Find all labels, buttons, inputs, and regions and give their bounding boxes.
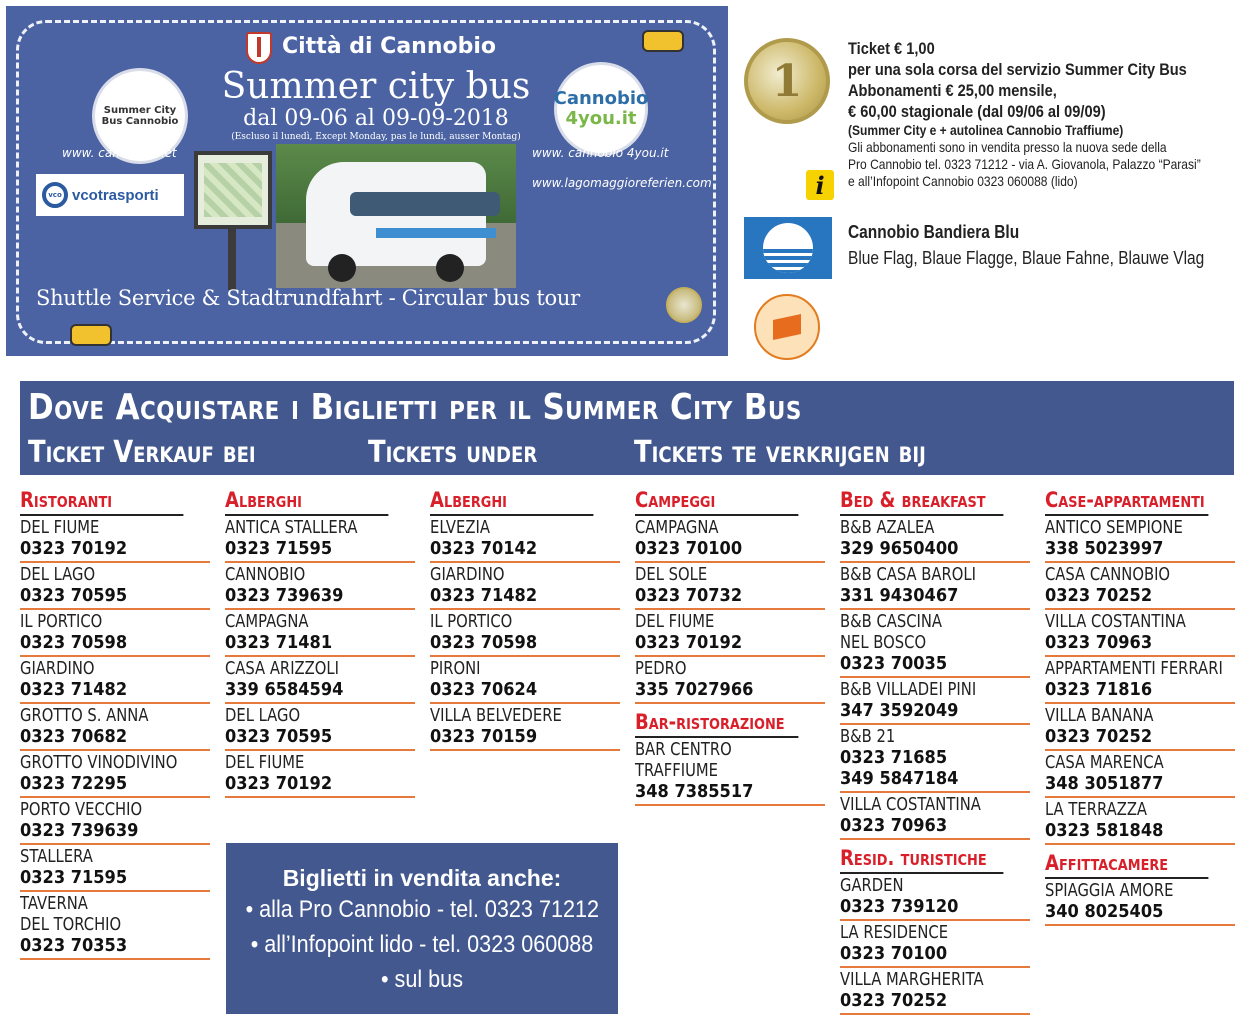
vendor-entry (840, 610, 1030, 678)
vendor-name: APPARTAMENTI FERRARI (1045, 658, 1223, 679)
category-heading: Alberghi (430, 486, 593, 516)
vendor-name: GARDEN (840, 875, 904, 896)
infopoint-contact: e all’Infopoint Cannobio 0323 060088 (lido) (848, 173, 1078, 189)
vendor-phone[interactable]: 0323 70192 (225, 773, 333, 794)
vcotrasporti-text: vcotrasporti (72, 186, 159, 204)
vendor-entry (1045, 657, 1235, 704)
vendor-phone[interactable]: 0323 70252 (1045, 726, 1153, 747)
minibus-photo (276, 144, 516, 288)
vendor-entry (635, 657, 825, 704)
vendor-entry (1045, 798, 1235, 845)
ticket-description: per una sola corsa del servizio Summer City Bus (848, 60, 1187, 79)
banner-exception-note: (Escluso il lunedì, Except Monday, pas le lundi, ausser Montag) (231, 132, 521, 142)
vendor-name: GIARDINO (20, 658, 95, 679)
vendor-phone[interactable]: 0323 71595 (20, 867, 128, 888)
vendor-name: PIRONI (430, 658, 481, 679)
vendor-name: GROTTO S. ANNA (20, 705, 149, 726)
vendor-phone[interactable]: 0323 71816 (1045, 679, 1153, 700)
vendor-name: GROTTO VINODIVINO (20, 752, 178, 773)
sales-item-bus: • sul bus (380, 966, 464, 993)
vendor-phone[interactable]: 0323 70598 (20, 632, 128, 653)
pro-cannobio-contact: Pro Cannobio tel. 0323 71212 - via A. Giovanola, Palazzo “Parasi” (848, 156, 1201, 172)
vendor-entry (20, 563, 210, 610)
cannobio4you-logo-text-a: Cannobio (553, 88, 649, 109)
vendor-name: DEL SOLE (635, 564, 708, 585)
url-cannobio-net[interactable]: www. cannobio.net (62, 146, 177, 160)
heading-german: Ticket Verkauf bei (28, 435, 256, 470)
vendor-phone[interactable]: 0323 70353 (20, 935, 128, 956)
minibus-windows (350, 192, 500, 216)
vendor-name: B&B CASCINA (840, 611, 943, 632)
vendor-entry (20, 704, 210, 751)
vendor-entry (635, 563, 825, 610)
route-map-board-icon (194, 151, 272, 229)
blue-flag-icon (744, 217, 832, 279)
tickets-also-sold-box (226, 843, 618, 1014)
vendor-name: CASA ARIZZOLI (225, 658, 339, 679)
vendor-entry (225, 563, 415, 610)
vendor-name: VILLA BELVEDERE (430, 705, 562, 726)
category-heading: Ristoranti (20, 486, 183, 516)
bus-icon (642, 30, 684, 52)
vendor-entry (225, 610, 415, 657)
heading-english: Tickets under (368, 435, 538, 470)
vendor-phone[interactable]: 0323 70963 (1045, 632, 1153, 653)
vendor-phone[interactable]: 0323 70142 (430, 538, 538, 559)
vendor-entry (20, 845, 210, 892)
vendor-phone[interactable]: 329 9650400 (840, 538, 959, 559)
vendor-phone[interactable]: 0323 71481 (225, 632, 333, 653)
sales-title: Biglietti in vendita anche: (282, 865, 562, 891)
vendor-phone[interactable]: 0323 70624 (430, 679, 538, 700)
vendor-phone[interactable]: 0323 70963 (840, 815, 948, 836)
category-heading: Bar-ristorazione (635, 708, 798, 738)
vendor-phone[interactable]: 0323 72295 (20, 773, 128, 794)
vendor-name: VILLA BANANA (1045, 705, 1154, 726)
orange-flag-icon (754, 294, 820, 360)
vendor-entry (225, 704, 415, 751)
vendor-phone[interactable]: 0323 70192 (635, 632, 743, 653)
vendor-phone[interactable]: 0323 70035 (840, 653, 948, 674)
minibus-stripe (376, 228, 496, 238)
vendor-phone[interactable]: 331 9430467 (840, 585, 959, 606)
euro-coin-icon (666, 287, 702, 323)
vendor-phone[interactable]: 335 7027966 (635, 679, 754, 700)
shuttle-service-caption: Shuttle Service & Stadtrundfahrt - Circular bus tour (36, 286, 580, 310)
summer-city-bus-banner (6, 6, 728, 356)
heading-italian: Dove Acquistare i Biglietti per il Summer City Bus (28, 387, 802, 428)
subscription-sale-note: Gli abbonamenti sono in vendita presso la nuova sede della (848, 139, 1167, 155)
vendor-name: B&B AZALEA (840, 517, 935, 538)
vendor-entry (430, 516, 620, 563)
vendor-entry (840, 725, 1030, 793)
vendor-name: ANTICA STALLERA (225, 517, 358, 538)
vendor-entry (225, 751, 415, 798)
vendor-entry (1045, 751, 1235, 798)
vendor-name: B&B CASA BAROLI (840, 564, 976, 585)
category-heading: Bed & breakfast (840, 486, 1003, 516)
vendor-phone[interactable]: 0323 70192 (20, 538, 128, 559)
sales-item-infopoint: • all’Infopoint lido - tel. 0323 060088 (250, 931, 594, 958)
vendor-phone[interactable]: 339 6584594 (225, 679, 344, 700)
vendor-entry (1045, 610, 1235, 657)
vendor-name: NEL BOSCO (840, 632, 927, 653)
vendor-name: DEL FIUME (20, 517, 100, 538)
vendor-column (635, 486, 825, 806)
vendor-entry (1045, 879, 1235, 926)
vendor-entry (225, 516, 415, 563)
vendor-phone[interactable]: 338 5023997 (1045, 538, 1164, 559)
where-to-buy-heading (20, 381, 1234, 475)
cannobio4you-logo (554, 62, 648, 156)
vendor-column (430, 486, 620, 751)
vendor-name: DEL TORCHIO (20, 914, 122, 935)
vendor-entry (840, 678, 1030, 725)
vendor-phone[interactable]: 0323 70682 (20, 726, 128, 747)
vendor-entry (840, 874, 1030, 921)
banner-dates: dal 09-06 al 09-09-2018 (243, 106, 509, 131)
map-board-pole (228, 228, 236, 290)
vendor-entry (840, 921, 1030, 968)
category-heading: Resid. turistiche (840, 844, 1003, 874)
city-crest-icon (246, 32, 272, 64)
vendor-entry (840, 793, 1030, 840)
vendor-phone[interactable]: 0323 739639 (20, 820, 139, 841)
vendor-entry (430, 657, 620, 704)
vendor-name: DEL FIUME (225, 752, 305, 773)
vendor-name: B&B 21 (840, 726, 896, 747)
vendor-name: CANNOBIO (225, 564, 306, 585)
vendor-entry (20, 892, 210, 960)
vendor-phone[interactable]: 0323 70595 (20, 585, 128, 606)
vendor-phone[interactable]: 348 7385517 (635, 781, 754, 802)
vco-ring-icon: vco (42, 182, 68, 208)
vcotrasporti-logo (36, 174, 184, 216)
vendor-entry (20, 798, 210, 845)
vendor-entry (20, 657, 210, 704)
blue-flag-title: Cannobio Bandiera Blu (848, 222, 1020, 242)
minibus-body (306, 162, 486, 266)
vendor-phone[interactable]: 0323 70732 (635, 585, 743, 606)
vendor-name: VILLA MARGHERITA (840, 969, 984, 990)
vendor-name: VILLA COSTANTINA (1045, 611, 1186, 632)
vendor-phone[interactable]: 340 8025405 (1045, 901, 1164, 922)
wheel-icon (328, 254, 356, 282)
summer-city-bus-logo-text: Summer City Bus Cannobio (101, 105, 179, 127)
vendor-name: CAMPAGNA (635, 517, 719, 538)
vendor-entry (20, 751, 210, 798)
vendor-phone[interactable]: 0323 71595 (225, 538, 333, 559)
vendor-phone[interactable]: 348 3051877 (1045, 773, 1164, 794)
vendor-name: DEL LAGO (20, 564, 96, 585)
vendor-entry (635, 516, 825, 563)
vendor-entry (635, 610, 825, 657)
vendor-entry (1045, 516, 1235, 563)
euro-coin-icon: 1 (744, 38, 830, 124)
vendor-name: CASA CANNOBIO (1045, 564, 1171, 585)
vendor-name: CASA MARENCA (1045, 752, 1164, 773)
url-cannobio4you[interactable]: www. cannobio 4you.it (532, 146, 669, 160)
category-heading: Affittacamere (1045, 849, 1208, 879)
vendor-phone[interactable]: 0323 739639 (225, 585, 344, 606)
vendor-name: DEL FIUME (635, 611, 715, 632)
heading-dutch: Tickets te verkrijgen bij (634, 435, 926, 470)
vendor-column (20, 486, 210, 960)
category-heading: Alberghi (225, 486, 388, 516)
blue-flag-subtitle: Blue Flag, Blaue Flagge, Blaue Fahne, Blauwe Vlag (848, 248, 1205, 268)
vendor-name: TRAFFIUME (635, 760, 718, 781)
vendor-name: GIARDINO (430, 564, 505, 585)
vendor-phone[interactable]: 0323 70100 (840, 943, 948, 964)
vendor-entry (840, 968, 1030, 1015)
vendor-phone[interactable]: 349 5847184 (840, 768, 959, 789)
city-title: Città di Cannobio (282, 34, 497, 59)
vendor-phone[interactable]: 0323 71482 (20, 679, 128, 700)
vendor-phone[interactable]: 0323 70100 (635, 538, 743, 559)
vendor-entry (430, 610, 620, 657)
vendor-name: B&B VILLADEI PINI (840, 679, 977, 700)
vendor-name: IL PORTICO (20, 611, 103, 632)
subscription-seasonal: € 60,00 stagionale (dal 09/06 al 09/09) (848, 102, 1106, 121)
vendor-phone[interactable]: 0323 71685 (840, 747, 948, 768)
vendor-phone[interactable]: 0323 70159 (430, 726, 538, 747)
ticket-info (848, 38, 1238, 190)
vendor-name: LA RESIDENCE (840, 922, 949, 943)
vendor-name: PEDRO (635, 658, 687, 679)
url-lagomaggioreferien[interactable]: www.lagomaggioreferien.com (532, 176, 712, 190)
vendor-phone[interactable]: 0323 70252 (840, 990, 948, 1011)
vendor-name: DEL LAGO (225, 705, 301, 726)
subscription-monthly: Abbonamenti € 25,00 mensile, (848, 81, 1057, 100)
vendor-column (1045, 486, 1235, 926)
vendor-name: VILLA COSTANTINA (840, 794, 981, 815)
vendor-entry (20, 610, 210, 657)
info-icon: i (806, 170, 834, 200)
category-heading: Case-appartamenti (1045, 486, 1208, 516)
vendor-entry (1045, 704, 1235, 751)
vendor-phone[interactable]: 0323 739120 (840, 896, 959, 917)
vendor-entry (635, 738, 825, 806)
vendor-name: TAVERNA (20, 893, 88, 914)
vendor-entry (225, 657, 415, 704)
vendor-entry (840, 563, 1030, 610)
vendor-name: STALLERA (20, 846, 93, 867)
cannobio4you-logo-text-b: 4you.it (565, 108, 637, 129)
vendor-entry (840, 516, 1030, 563)
vendor-phone[interactable]: 0323 70252 (1045, 585, 1153, 606)
vendor-name: PORTO VECCHIO (20, 799, 143, 820)
vendor-phone[interactable]: 0323 70598 (430, 632, 538, 653)
bus-icon (70, 324, 112, 346)
vendor-entry (430, 704, 620, 751)
subscription-scope: (Summer City e + autolinea Cannobio Traffiume) (848, 122, 1124, 138)
banner-title: Summer city bus (221, 66, 531, 107)
ticket-price: Ticket € 1,00 (848, 39, 935, 58)
vendor-name: ELVEZIA (430, 517, 490, 538)
vendor-entry (20, 516, 210, 563)
vendor-phone[interactable]: 347 3592049 (840, 700, 959, 721)
vendor-name: BAR CENTRO (635, 739, 732, 760)
sales-item-pro-cannobio: • alla Pro Cannobio - tel. 0323 71212 (245, 896, 600, 923)
vendor-phone[interactable]: 0323 71482 (430, 585, 538, 606)
vendor-name: SPIAGGIA AMORE (1045, 880, 1174, 901)
vendor-column (840, 486, 1030, 1015)
vendor-phone[interactable]: 0323 70595 (225, 726, 333, 747)
category-heading: Campeggi (635, 486, 798, 516)
vendor-entry (430, 563, 620, 610)
wheel-icon (436, 254, 464, 282)
vendor-phone[interactable]: 0323 581848 (1045, 820, 1164, 841)
vendor-name: IL PORTICO (430, 611, 513, 632)
vendor-name: CAMPAGNA (225, 611, 309, 632)
vendor-entry (1045, 563, 1235, 610)
vendor-name: LA TERRAZZA (1045, 799, 1148, 820)
vendor-name: ANTICO SEMPIONE (1045, 517, 1183, 538)
vendor-column (225, 486, 415, 798)
